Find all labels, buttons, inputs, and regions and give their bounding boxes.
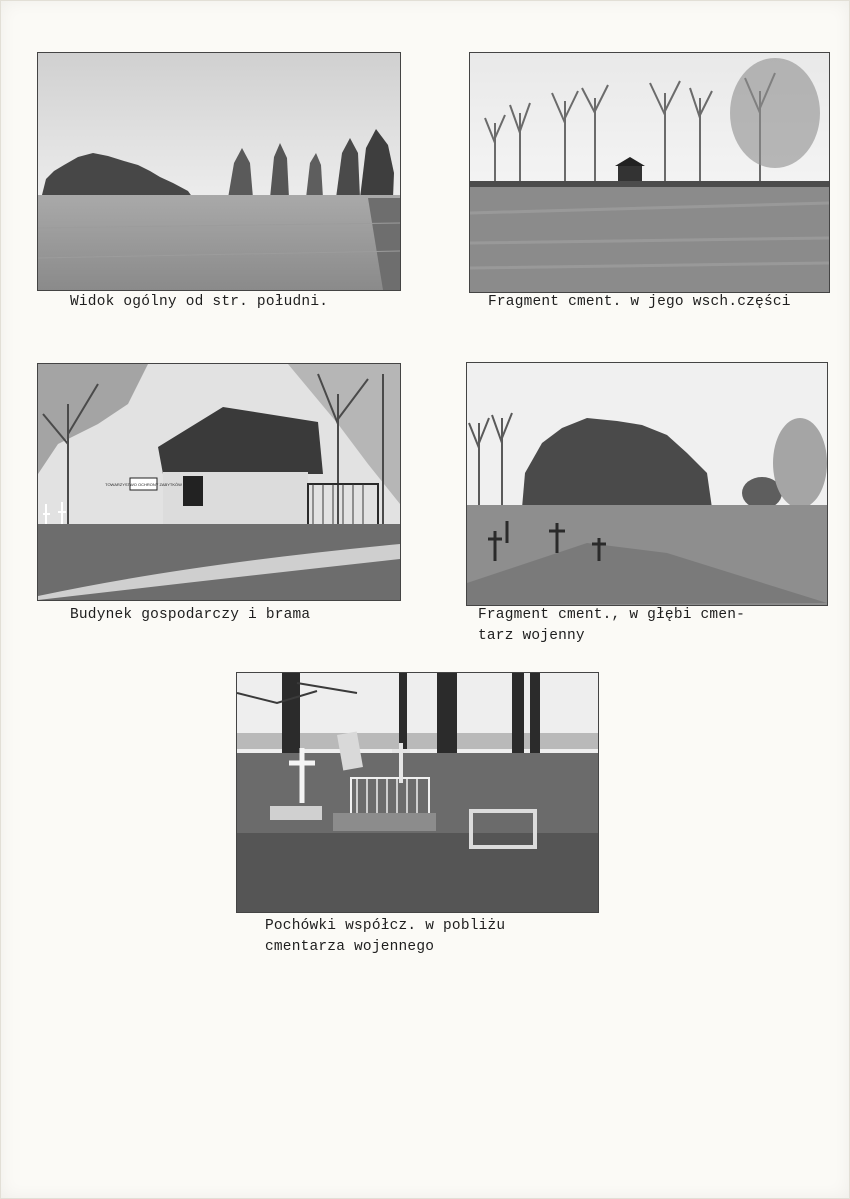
photo-farm-building [37, 363, 401, 601]
photo-general-view [37, 52, 401, 291]
photo-farm-building-image [38, 364, 400, 600]
caption-war-cemetery-background [478, 605, 745, 647]
photo-contemporary-burials [236, 672, 599, 913]
caption-line: Budynek gospodarczy i brama [70, 607, 311, 623]
photo-contemporary-burials-image [237, 673, 598, 912]
sign-text: TOWARZYSTWO OCHRONY ZABYTKÓW [105, 482, 182, 487]
caption-line: Fragment cment. w jego wsch.części [488, 294, 791, 310]
caption-line: Pochówki współcz. w pobliżu [265, 918, 506, 934]
caption-line: Widok ogólny od str. południ. [70, 294, 329, 310]
caption-contemporary-burials [265, 916, 505, 958]
photo-cemetery-east [469, 52, 830, 293]
caption-line: tarz wojenny [478, 628, 585, 644]
caption-cemetery-east [488, 292, 791, 313]
photo-cemetery-east-image [470, 53, 829, 292]
caption-line: Fragment cment., w głębi cmen- [478, 607, 746, 623]
caption-farm-building [70, 605, 310, 626]
photo-war-cemetery-background [466, 362, 828, 606]
photo-war-cemetery-background-image [467, 363, 827, 605]
caption-general-view [70, 292, 328, 313]
photo-general-view-image [38, 53, 400, 290]
caption-line: cmentarza wojennego [265, 939, 435, 955]
